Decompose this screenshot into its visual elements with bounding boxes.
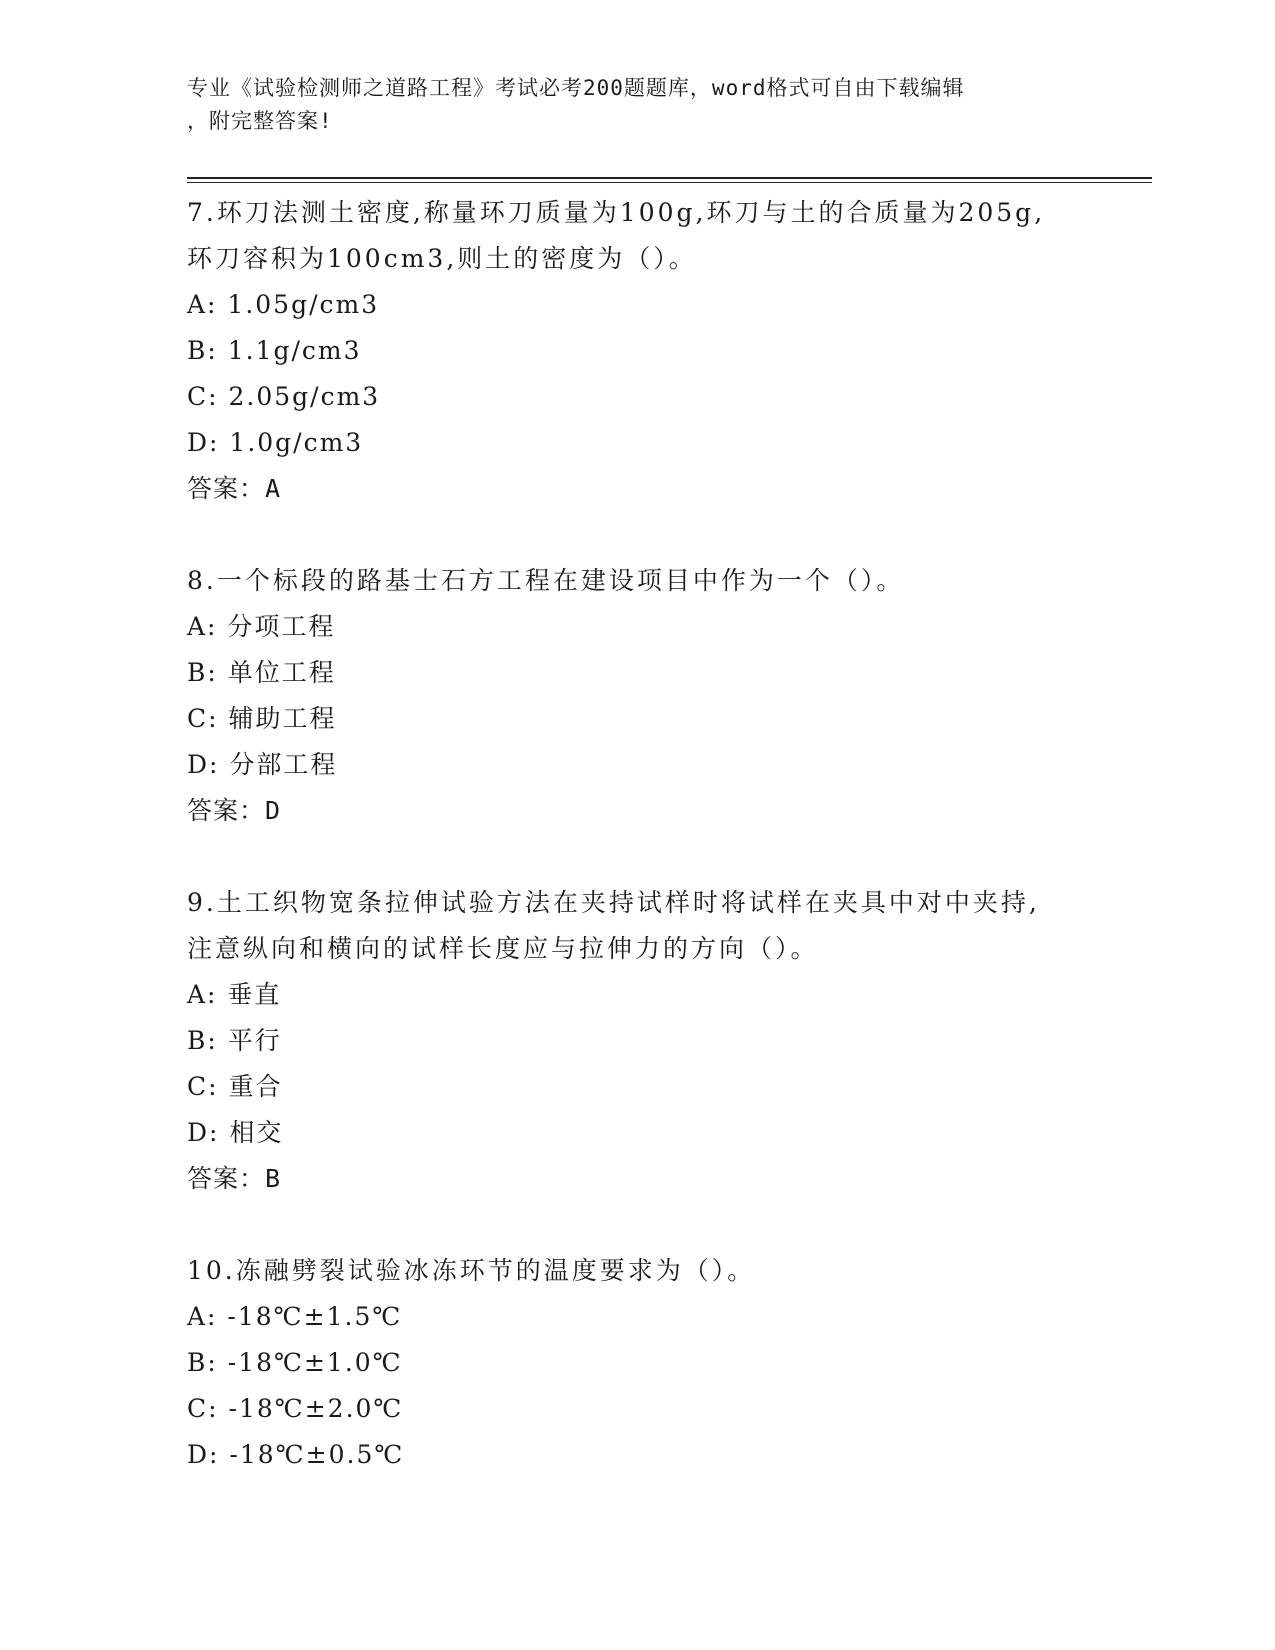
option-a: A: 分项工程	[187, 612, 336, 641]
question-text-line: 10.冻融劈裂试验冰冻环节的温度要求为（）。	[187, 1256, 756, 1285]
answer-line: 答案：B	[187, 1164, 282, 1193]
option-d: D: -18℃±0.5℃	[187, 1440, 405, 1469]
question-8	[187, 558, 1137, 834]
header-title-line-1: 专业《试验检测师之道路工程》考试必考200题题库，word格式可自由下载编辑	[187, 76, 965, 100]
option-a: A: 垂直	[187, 980, 282, 1009]
document-header	[187, 72, 1087, 138]
option-a: A: -18℃±1.5℃	[187, 1302, 403, 1331]
option-c: C: 2.05g/cm3	[187, 382, 381, 411]
option-a: A: 1.05g/cm3	[187, 290, 380, 319]
answer-line: 答案：A	[187, 474, 282, 503]
option-c: C: -18℃±2.0℃	[187, 1394, 404, 1423]
option-d: D: 相交	[187, 1118, 284, 1147]
spacer	[187, 834, 1137, 880]
header-divider-thick	[187, 177, 1152, 179]
answer-line: 答案：D	[187, 796, 282, 825]
question-list	[187, 190, 1137, 1478]
option-d: D: 分部工程	[187, 750, 338, 779]
header-divider-thin	[187, 182, 1152, 183]
option-c: C: 辅助工程	[187, 704, 337, 733]
spacer	[187, 1202, 1137, 1248]
header-title-line-2: ，附完整答案!	[187, 109, 333, 133]
question-text-line: 注意纵向和横向的试样长度应与拉伸力的方向（）。	[187, 934, 819, 963]
question-10	[187, 1248, 1137, 1478]
question-text-line: 9.土工织物宽条拉伸试验方法在夹持试样时将试样在夹具中对中夹持,	[187, 888, 1040, 917]
spacer	[187, 512, 1137, 558]
option-b: B: -18℃±1.0℃	[187, 1348, 403, 1377]
question-9	[187, 880, 1137, 1202]
option-b: B: 单位工程	[187, 658, 336, 687]
question-7	[187, 190, 1137, 512]
option-b: B: 平行	[187, 1026, 282, 1055]
question-text-line: 环刀容积为100cm3,则土的密度为（）。	[187, 244, 697, 273]
option-b: B: 1.1g/cm3	[187, 336, 362, 365]
option-d: D: 1.0g/cm3	[187, 428, 364, 457]
question-text-line: 8.一个标段的路基士石方工程在建设项目中作为一个（）。	[187, 566, 905, 595]
question-text-line: 7.环刀法测土密度,称量环刀质量为100g,环刀与土的合质量为205g,	[187, 198, 1046, 227]
option-c: C: 重合	[187, 1072, 283, 1101]
